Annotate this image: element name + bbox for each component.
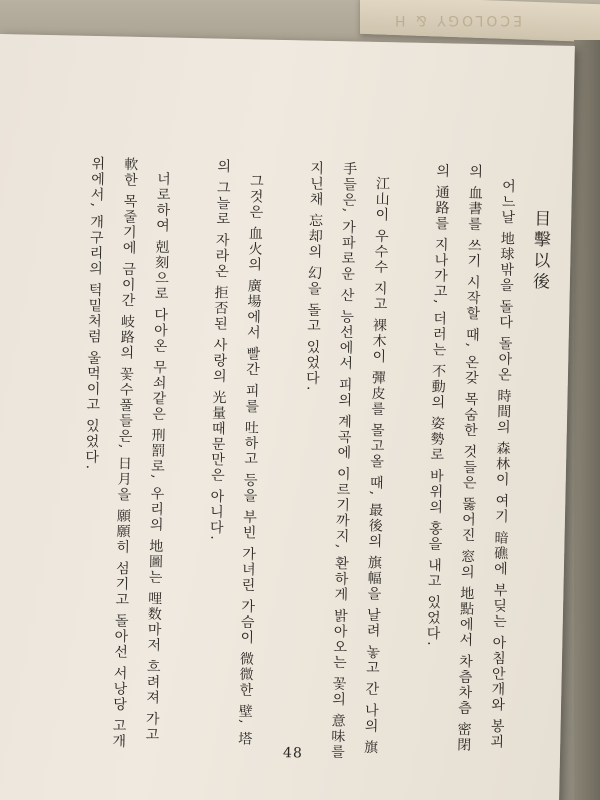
book-page xyxy=(0,34,575,800)
background-book-spine-text: ECOLOGY & H xyxy=(392,12,523,28)
text-column: 의 血書를 쓰기 시작할 때, 온갖 목숨한 것들은 뚫어진 窓의 地點에서 차츰차츰 密閉 xyxy=(455,163,484,753)
page-number: 48 xyxy=(282,745,303,762)
text-column: 지닌채 忘却의 幻을 돌고 있었다. xyxy=(303,160,325,393)
paragraph-gap xyxy=(172,158,203,768)
text-column: 너로하여 剋刻으로 다아온 무쇠같은 刑罰로, 우리의 地圖는 哩数마저 흐려져 가고 xyxy=(143,171,172,743)
text-column: 江山이 우수수 지고 裸木이 彈皮를 몰고올 때, 最後의 旗幅을 날려 놓고 간 나의 旗 xyxy=(361,175,391,756)
paragraph-gap xyxy=(265,160,296,770)
poem-title: 目擊以後 xyxy=(528,209,551,294)
text-column: 의 通路를 지나가고, 더러는 不動의 姿勢로 바위의 홍을 내고 있었다. xyxy=(424,163,451,648)
text-column: 위에서, 개구리의 턱밑처럼 울먹이고 있었다. xyxy=(82,155,106,471)
text-column: 어느날 地球밖을 돌다 돌아온 時間의 森林이 여기 暗礁에 부딪는 아침안개와 봉괴 xyxy=(488,178,517,750)
text-column: 그것은 血火의 廣場에서 빨간 피를 吐하고 등을 부빈 가녀린 가슴이 微微한 壁, 塔 xyxy=(236,173,265,747)
text-column: 手들은, 가파로운 산 능선에서 피의 계곡에 이르기까지, 환하게 밝아오는 꽃의 意味를 xyxy=(328,161,358,760)
vertical-text-area xyxy=(21,155,554,776)
paragraph-gap xyxy=(391,162,422,772)
text-column: 軟한 목줄기에 금이간 岐路의 꽃수풀들은, 日月을 願願히 섬기고 돌아선 서낭당 고개 xyxy=(110,156,139,750)
page-edge-shadow xyxy=(574,40,600,800)
text-column: 의 그늘로 자라온 拒否된 사랑의 光量때문만은 아니다. xyxy=(207,158,232,542)
